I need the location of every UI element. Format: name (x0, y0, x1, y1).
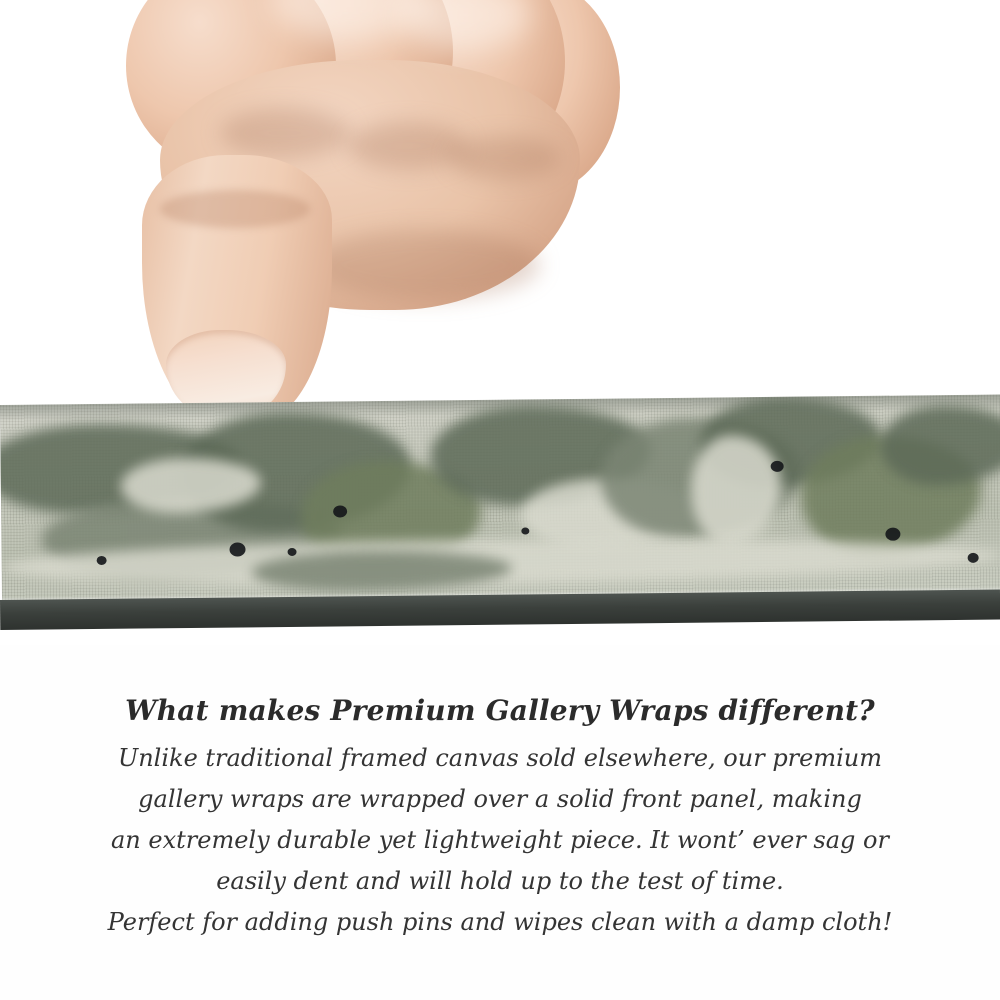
caption-line: gallery wraps are wrapped over a solid front panel, making (138, 785, 862, 813)
caption-body (0, 738, 1000, 943)
hand-illustration (120, 0, 600, 420)
caption-line: Unlike traditional framed canvas sold elsewhere, our premium (117, 744, 882, 772)
paint-blotch (690, 435, 781, 546)
paint-blotch (880, 404, 1000, 485)
caption-line: an extremely durable yet lightweight piece. It wont’ ever sag or (111, 826, 889, 854)
knuckle-shadow-1 (220, 108, 350, 158)
caption-line: Perfect for adding push pins and wipes clean with a damp cloth! (107, 908, 893, 936)
paint-blotch (252, 550, 512, 593)
caption-heading: What makes Premium Gallery Wraps different? (125, 694, 875, 727)
caption-block (0, 690, 1000, 943)
finger-crease (160, 190, 310, 228)
paint-speck (333, 505, 347, 517)
paint-speck (885, 528, 900, 541)
paint-speck (968, 553, 979, 563)
paint-speck (521, 527, 529, 534)
paint-speck (229, 542, 245, 556)
knuckle-shadow-2 (348, 122, 468, 170)
paint-speck (771, 461, 784, 472)
canvas-wrap-edge (0, 395, 1000, 620)
paint-speck (288, 548, 297, 556)
paint-speck (97, 556, 107, 565)
palm-shadow (310, 230, 540, 300)
caption-line: easily dent and will hold up to the test of time. (216, 867, 784, 895)
knuckle-shadow-3 (450, 136, 560, 180)
